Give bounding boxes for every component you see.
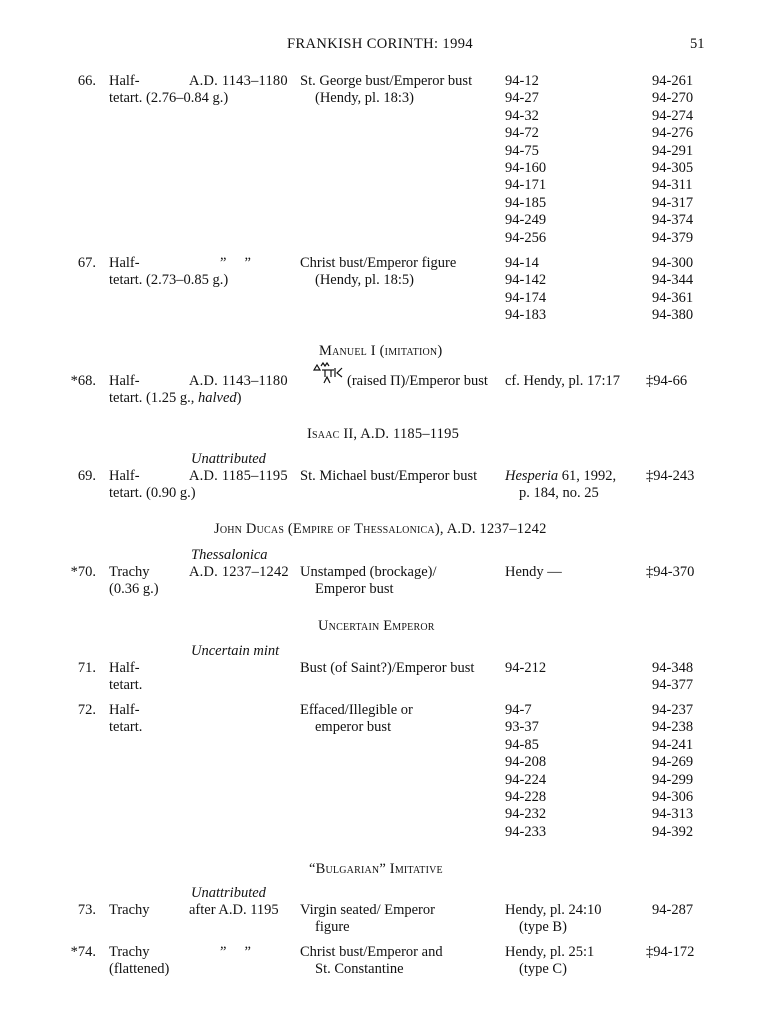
coin-type bbox=[300, 73, 472, 108]
entry-number: 69. bbox=[77, 468, 96, 484]
denomination-line: Half- bbox=[109, 702, 140, 718]
denomination-line: Trachy bbox=[109, 564, 150, 580]
denomination-line: tetart. bbox=[109, 677, 143, 694]
inventory-number: 94-313 bbox=[652, 806, 694, 823]
inventory-number: 94-171 bbox=[505, 177, 547, 194]
inventory-number: 94-241 bbox=[652, 736, 694, 753]
journal-title: Hesperia bbox=[505, 468, 559, 484]
date: A.D. 1185–1195 bbox=[189, 468, 288, 484]
section-heading: Manuel I (imitation) bbox=[319, 343, 443, 359]
inventory-number: 94-249 bbox=[505, 212, 547, 229]
inventory-number: 94-233 bbox=[505, 823, 547, 840]
denomination-line: Half- bbox=[109, 468, 140, 484]
inventory-number: 94-300 bbox=[652, 255, 694, 271]
date: A.D. 1143–1180 bbox=[189, 73, 288, 89]
mint-label: Thessalonica bbox=[191, 547, 268, 563]
inventory-number: 94-380 bbox=[652, 307, 694, 324]
reference-line: Hendy, pl. 24:10 bbox=[505, 902, 602, 918]
inventory-number: ‡94-66 bbox=[646, 373, 688, 389]
reference-line: p. 184, no. 25 bbox=[519, 485, 599, 502]
inventory-number: 94-32 bbox=[505, 107, 539, 124]
inventory-list-1 bbox=[505, 73, 546, 247]
coin-type-line: Christ bust/Emperor figure bbox=[300, 255, 457, 271]
inventory-list-1 bbox=[505, 255, 546, 325]
inventory-number: 94-238 bbox=[652, 719, 694, 736]
coin-type bbox=[300, 944, 443, 979]
date-ditto: ” ” bbox=[220, 944, 251, 960]
denomination-line: Half- bbox=[109, 373, 140, 389]
inventory-number: 94-361 bbox=[652, 289, 694, 306]
reference-line: (type B) bbox=[519, 919, 567, 936]
inventory-number: 94-270 bbox=[652, 90, 694, 107]
inventory-number: 94-348 bbox=[652, 660, 694, 676]
inventory-number: 94-261 bbox=[652, 73, 694, 89]
date-ditto: ” ” bbox=[220, 255, 251, 271]
coin-type bbox=[300, 255, 456, 290]
inventory-number: 94-142 bbox=[505, 272, 547, 289]
inventory-number: ‡94-370 bbox=[646, 564, 695, 580]
inventory-number: 94-374 bbox=[652, 212, 694, 229]
denomination-text: ) bbox=[236, 390, 242, 407]
denomination-line: Trachy bbox=[109, 944, 150, 960]
inventory-number: 94-27 bbox=[505, 90, 539, 107]
denomination bbox=[109, 944, 169, 979]
inventory-number: ‡94-243 bbox=[646, 468, 695, 484]
inventory-number: 94-12 bbox=[505, 73, 539, 89]
inventory-number: 94-274 bbox=[652, 107, 694, 124]
inventory-number: 94-311 bbox=[652, 177, 693, 194]
section-heading: “Bulgarian” Imitative bbox=[309, 861, 443, 877]
monogram-icon bbox=[311, 361, 345, 387]
inventory-list-2 bbox=[652, 660, 693, 695]
inventory-number: 94-377 bbox=[652, 677, 694, 694]
reference bbox=[505, 944, 594, 979]
inventory-list-2 bbox=[652, 255, 693, 325]
inventory-list-1 bbox=[505, 660, 546, 677]
reference-line: Hendy, pl. 25:1 bbox=[505, 944, 595, 960]
denomination-line: (0.36 g.) bbox=[109, 581, 159, 598]
inventory-number: 94-392 bbox=[652, 823, 694, 840]
coin-type-line: (Hendy, pl. 18:5) bbox=[315, 272, 414, 289]
denomination bbox=[109, 468, 196, 503]
coin-type-line: (Hendy, pl. 18:3) bbox=[315, 90, 414, 107]
running-header: FRANKISH CORINTH: 1994 bbox=[287, 36, 474, 52]
denomination: Trachy bbox=[109, 902, 150, 918]
denomination-line: Half- bbox=[109, 73, 140, 89]
section-heading: Isaac II, A.D. 1185–1195 bbox=[307, 426, 460, 442]
denomination bbox=[109, 702, 142, 737]
coin-type-line: St. Constantine bbox=[315, 961, 404, 978]
inventory-number: 94-183 bbox=[505, 307, 547, 324]
inventory-list-2 bbox=[652, 73, 693, 247]
inventory-number: 94-305 bbox=[652, 160, 694, 177]
inventory-number: 94-291 bbox=[652, 142, 694, 159]
inventory-number: ‡94-172 bbox=[646, 944, 695, 960]
inventory-list-2 bbox=[652, 702, 693, 841]
inventory-number: 94-174 bbox=[505, 289, 547, 306]
inventory-number: 94-85 bbox=[505, 736, 539, 753]
denomination bbox=[109, 660, 142, 695]
inventory-number: 94-299 bbox=[652, 771, 694, 788]
date: A.D. 1143–1180 bbox=[189, 373, 288, 389]
inventory-number: 94-7 bbox=[505, 702, 532, 718]
reference-line bbox=[505, 468, 616, 485]
denomination-line: Half- bbox=[109, 255, 140, 271]
inventory-number: 94-256 bbox=[505, 229, 547, 246]
inventory-number: 94-237 bbox=[652, 702, 694, 718]
inventory-number: 94-306 bbox=[652, 789, 694, 806]
coin-type-line: Emperor bust bbox=[315, 581, 394, 598]
page-number: 51 bbox=[690, 36, 705, 52]
inventory-number: 94-344 bbox=[652, 272, 694, 289]
entry-number: *68. bbox=[70, 373, 96, 389]
entry-number: 72. bbox=[77, 702, 96, 718]
denomination-line: tetart. (2.73–0.85 g.) bbox=[109, 272, 229, 289]
coin-type bbox=[300, 564, 437, 599]
inventory-number: 94-232 bbox=[505, 806, 547, 823]
inventory-list-1 bbox=[505, 702, 546, 841]
reference-line: (type C) bbox=[519, 961, 567, 978]
mint-label: Unattributed bbox=[191, 451, 266, 467]
reference bbox=[505, 468, 616, 503]
section-heading: Uncertain Emperor bbox=[318, 618, 435, 634]
entry-number: 66. bbox=[77, 73, 96, 89]
inventory-number: 94-212 bbox=[505, 660, 547, 676]
inventory-number: 94-160 bbox=[505, 160, 547, 177]
inventory-number: 94-72 bbox=[505, 125, 539, 142]
entry-number: 73. bbox=[77, 902, 96, 918]
inventory-number: 93-37 bbox=[505, 719, 539, 736]
denomination-line: tetart. (2.76–0.84 g.) bbox=[109, 90, 229, 107]
coin-type-line: emperor bust bbox=[315, 719, 392, 736]
inventory-number: 94-317 bbox=[652, 194, 694, 211]
inventory-number: 94-228 bbox=[505, 789, 547, 806]
reference bbox=[505, 902, 602, 937]
coin-type-line: figure bbox=[315, 919, 350, 936]
inventory-number: 94-276 bbox=[652, 125, 694, 142]
reference: Hendy — bbox=[505, 564, 562, 580]
denomination-text: tetart. (1.25 g., bbox=[109, 390, 198, 407]
inventory-number: 94-208 bbox=[505, 754, 547, 771]
mint-label: Unattributed bbox=[191, 885, 266, 901]
date: after A.D. 1195 bbox=[189, 902, 279, 918]
inventory-number: 94-75 bbox=[505, 142, 539, 159]
reference: cf. Hendy, pl. 17:17 bbox=[505, 373, 621, 389]
coin-type: St. Michael bust/Emperor bust bbox=[300, 468, 478, 484]
reference-text: 61, 1992, bbox=[558, 468, 617, 484]
denomination-line: tetart. bbox=[109, 719, 143, 736]
denomination-line: (flattened) bbox=[109, 961, 170, 978]
mint-label: Uncertain mint bbox=[191, 643, 280, 659]
denomination-line: tetart. (0.90 g.) bbox=[109, 485, 196, 502]
inventory-number: 94-14 bbox=[505, 255, 539, 271]
inventory-number: 94-224 bbox=[505, 771, 547, 788]
coin-type bbox=[300, 902, 435, 937]
entry-number: 71. bbox=[77, 660, 96, 676]
inventory-number: 94-269 bbox=[652, 754, 694, 771]
denomination-line bbox=[109, 390, 242, 407]
coin-type-line: Effaced/Illegible or bbox=[300, 702, 413, 718]
coin-type-line: Unstamped (brockage)/ bbox=[300, 564, 437, 580]
denomination bbox=[109, 255, 228, 290]
denomination bbox=[109, 564, 159, 599]
inventory-number: 94-379 bbox=[652, 229, 694, 246]
entry-number: *70. bbox=[70, 564, 96, 580]
coin-type-line: St. George bust/Emperor bust bbox=[300, 73, 473, 89]
inventory-number: 94-287 bbox=[652, 902, 694, 918]
inventory-number: 94-185 bbox=[505, 194, 547, 211]
date: A.D. 1237–1242 bbox=[189, 564, 289, 580]
section-heading: John Ducas (Empire of Thessalonica), A.D. 1237–1242 bbox=[214, 521, 547, 537]
coin-type: (raised Π)/Emperor bust bbox=[347, 373, 488, 389]
entry-number: *74. bbox=[70, 944, 96, 960]
coin-type-line: Virgin seated/ Emperor bbox=[300, 902, 435, 918]
coin-type-line: Christ bust/Emperor and bbox=[300, 944, 443, 960]
denomination-italic: halved bbox=[198, 390, 237, 407]
coin-type: Bust (of Saint?)/Emperor bust bbox=[300, 660, 475, 676]
denomination-line: Half- bbox=[109, 660, 140, 676]
entry-number: 67. bbox=[77, 255, 96, 271]
coin-type bbox=[300, 702, 413, 737]
